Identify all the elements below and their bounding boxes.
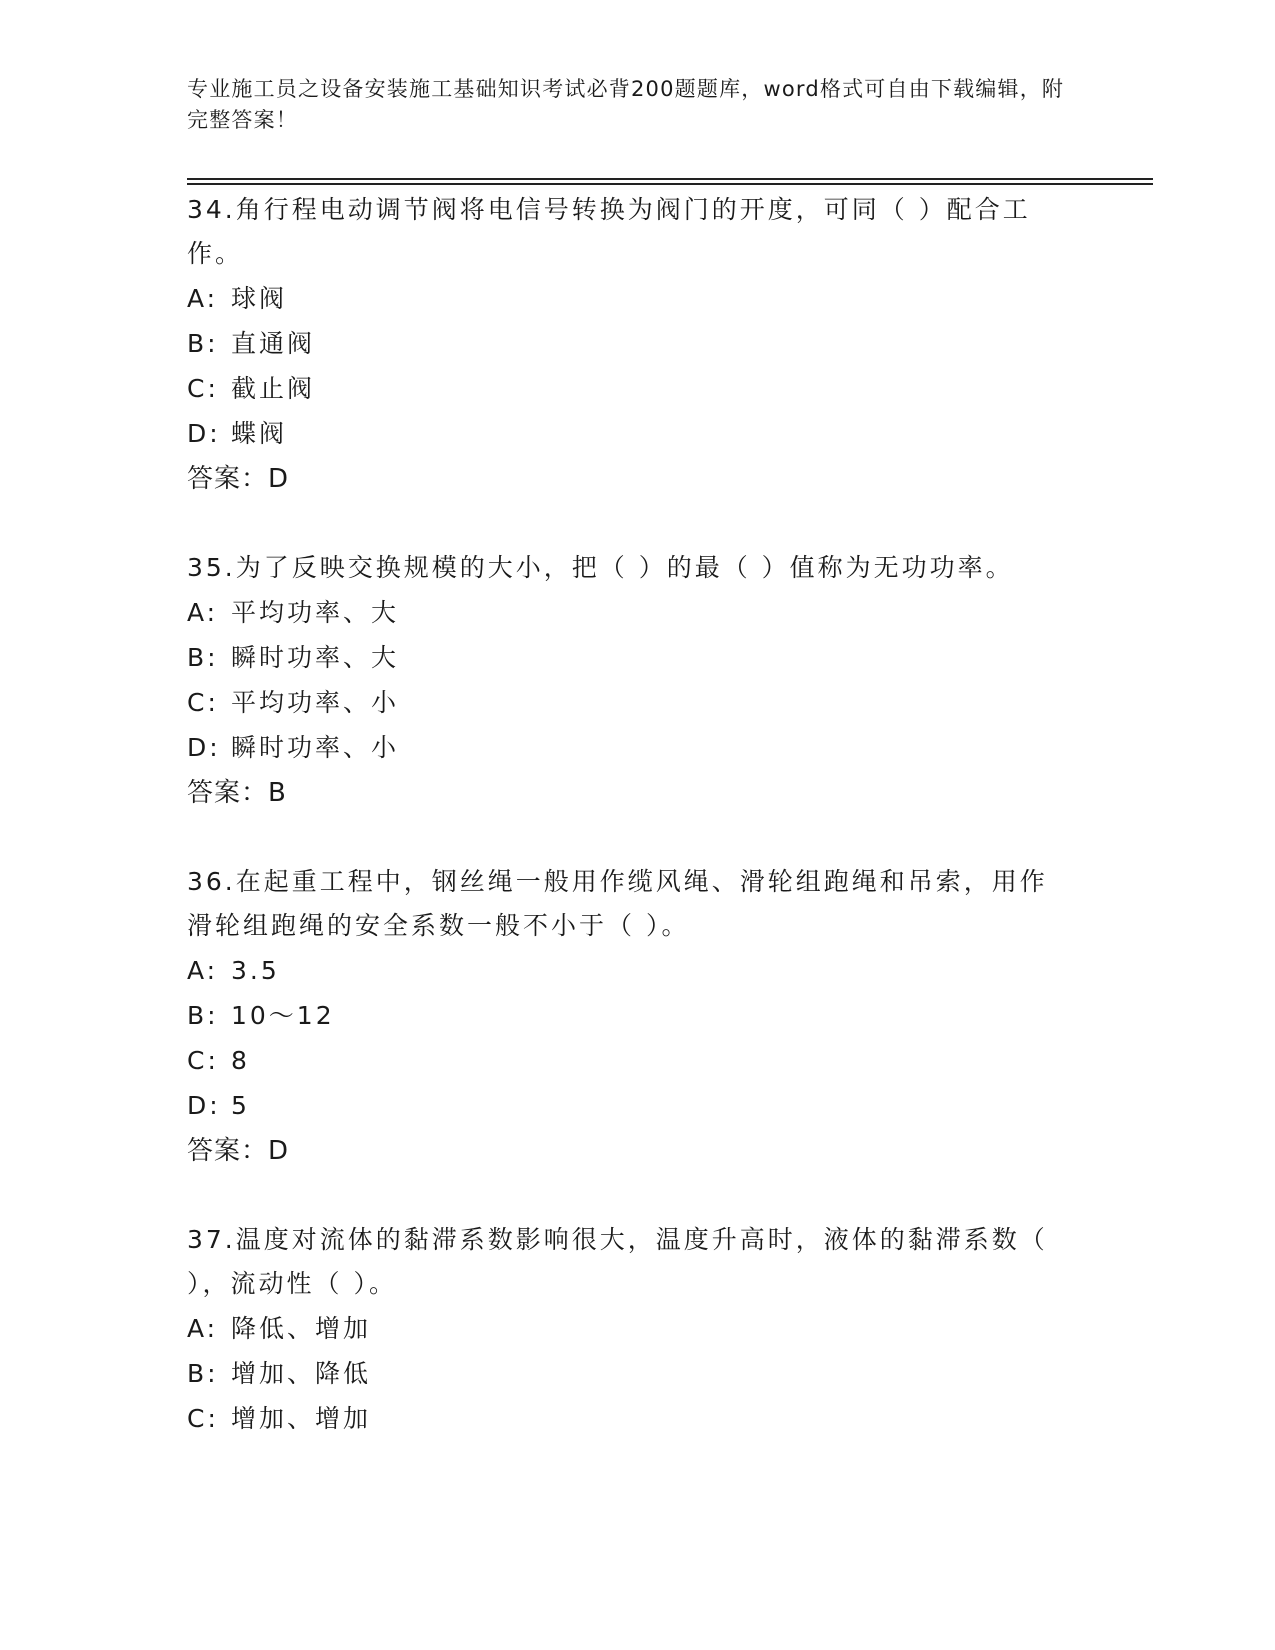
answer-line [187, 1128, 1067, 1174]
option-a [187, 948, 1067, 993]
question-stem: 34.角行程电动调节阀将电信号转换为阀门的开度，可同（ ）配合工作。 [187, 195, 1031, 268]
option-b [187, 993, 1067, 1038]
answer-line [187, 456, 1067, 502]
option-text: 增加、增加 [231, 1404, 372, 1433]
option-key: C: [187, 1404, 219, 1433]
option-text: 瞬时功率、大 [231, 643, 400, 672]
option-a [187, 590, 1067, 635]
option-key: A: [187, 1314, 219, 1343]
answer-label: 答案： [187, 778, 269, 808]
option-text: 10～12 [231, 1001, 335, 1030]
option-c [187, 1038, 1067, 1083]
option-b [187, 1351, 1067, 1396]
option-key: D: [187, 419, 221, 448]
answer-line [187, 770, 1067, 816]
option-c [187, 680, 1067, 725]
option-c [187, 1396, 1067, 1441]
option-text: 8 [231, 1046, 250, 1075]
option-text: 平均功率、小 [231, 688, 400, 717]
answer-value: D [268, 1136, 290, 1166]
option-text: 降低、增加 [231, 1314, 372, 1343]
question-37 [187, 1218, 1067, 1441]
option-text: 增加、降低 [231, 1359, 372, 1388]
question-stem: 36.在起重工程中，钢丝绳一般用作缆风绳、滑轮组跑绳和吊索，用作滑轮组跑绳的安全系数一般不小于（ ）。 [187, 867, 1048, 940]
header-divider-bottom [187, 183, 1153, 185]
option-key: A: [187, 598, 219, 627]
option-a [187, 1306, 1067, 1351]
question-34 [187, 188, 1067, 502]
option-key: B: [187, 1359, 219, 1388]
option-text: 球阀 [231, 284, 288, 313]
option-b [187, 635, 1067, 680]
option-c [187, 366, 1067, 411]
option-key: B: [187, 1001, 219, 1030]
option-key: C: [187, 374, 219, 403]
answer-label: 答案： [187, 464, 269, 494]
option-d [187, 411, 1067, 456]
answer-value: D [268, 464, 290, 494]
option-text: 3.5 [231, 956, 280, 985]
option-key: B: [187, 329, 219, 358]
question-36 [187, 860, 1067, 1174]
option-b [187, 321, 1067, 366]
option-text: 5 [231, 1091, 250, 1120]
option-key: C: [187, 688, 219, 717]
option-text: 直通阀 [231, 329, 316, 358]
option-key: A: [187, 956, 219, 985]
option-a [187, 276, 1067, 321]
question-stem: 35.为了反映交换规模的大小，把（ ）的最（ ）值称为无功功率。 [187, 553, 1014, 582]
option-key: D: [187, 1091, 221, 1120]
answer-value: B [268, 778, 287, 808]
option-key: C: [187, 1046, 219, 1075]
option-text: 平均功率、大 [231, 598, 400, 627]
option-key: D: [187, 733, 221, 762]
question-35 [187, 546, 1067, 816]
option-text: 瞬时功率、小 [231, 733, 400, 762]
question-stem: 37.温度对流体的黏滞系数影响很大，温度升高时，液体的黏滞系数（ ），流动性（ ）。 [187, 1225, 1048, 1298]
option-d [187, 725, 1067, 770]
answer-label: 答案： [187, 1136, 269, 1166]
document-header: 专业施工员之设备安装施工基础知识考试必背200题题库，word格式可自由下载编辑，附完整答案！ [187, 77, 1065, 132]
option-key: A: [187, 284, 219, 313]
question-list [187, 188, 1067, 1485]
header-divider-top [187, 178, 1153, 180]
option-d [187, 1083, 1067, 1128]
option-text: 截止阀 [231, 374, 316, 403]
option-text: 蝶阀 [231, 419, 288, 448]
option-key: B: [187, 643, 219, 672]
